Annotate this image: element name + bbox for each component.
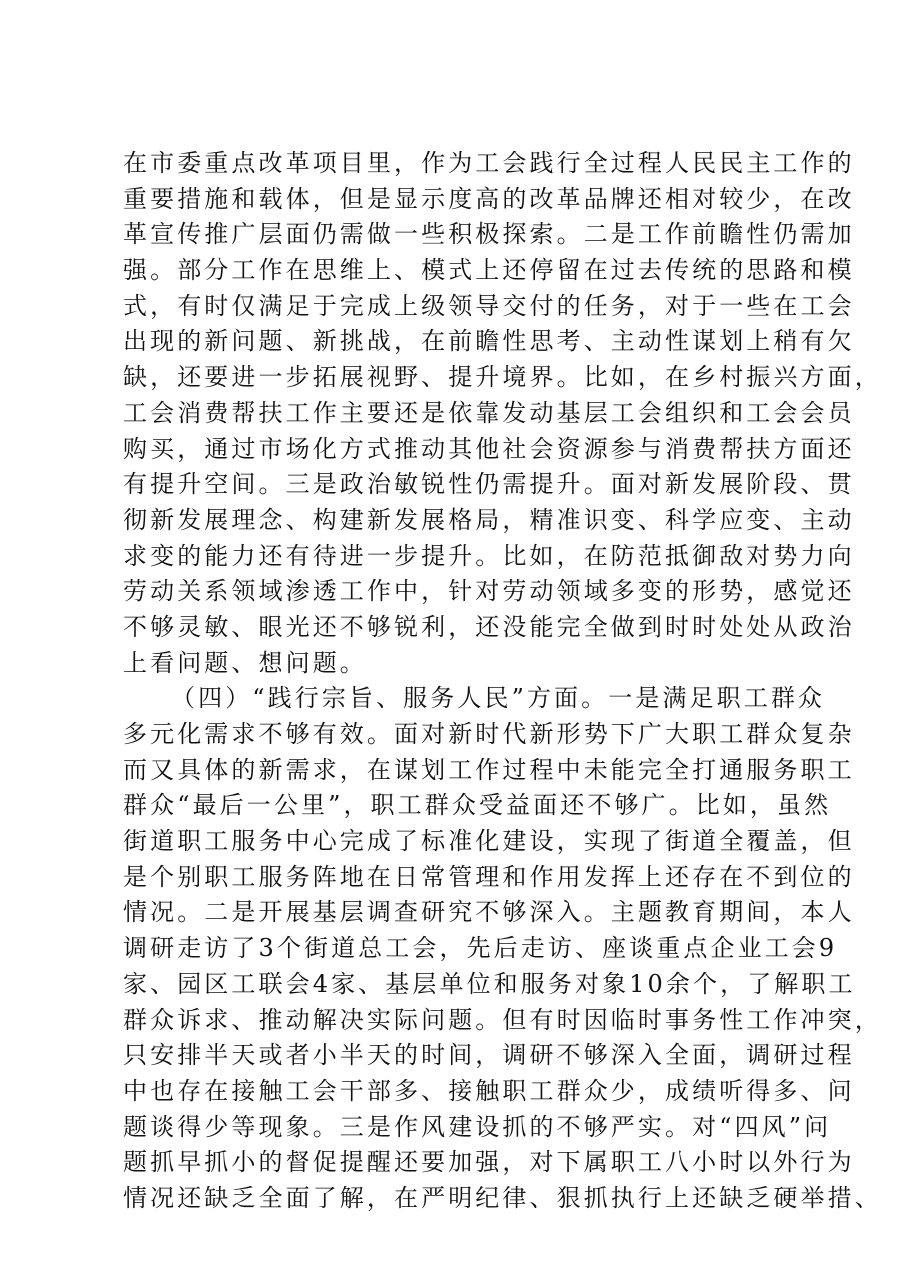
text-line: 情况。二是开展基层调查研究不够深入。主题教育期间，本人 — [123, 898, 855, 927]
text-line: 出现的新问题、新挑战，在前瞻性思考、主动性谋划上稍有欠 — [123, 327, 855, 356]
text-line: 革宣传推广层面仍需做一些积极探索。二是工作前瞻性仍需加 — [123, 220, 855, 249]
text-line: 彻新发展理念、构建新发展格局，精准识变、科学应变、主动 — [123, 505, 855, 534]
section-heading-line: （四）“践行宗旨、服务人民”方面。一是满足职工群众 — [171, 684, 826, 713]
text-line: 购买，通过市场化方式推动其他社会资源参与消费帮扶方面还 — [123, 434, 855, 463]
text-line: 只安排半天或者小半天的时间，调研不够深入全面，调研过程 — [123, 1041, 855, 1070]
text-line: 是个别职工服务阵地在日常管理和作用发挥上还存在不到位的 — [123, 862, 855, 891]
text-line: 式，有时仅满足于完成上级领导交付的任务，对于一些在工会 — [123, 291, 855, 320]
text-line: 劳动关系领域渗透工作中，针对劳动领域多变的形势，感觉还 — [123, 577, 855, 606]
text-line: 求变的能力还有待进一步提升。比如，在防范抵御敌对势力向 — [123, 541, 855, 570]
text-line: 情况还缺乏全面了解，在严明纪律、狠抓执行上还缺乏硬举措、 — [123, 1183, 882, 1212]
text-line: 群众“最后一公里”，职工群众受益面还不够广。比如，虽然 — [123, 791, 832, 820]
text-line: 调研走访了3个街道总工会，先后走访、座谈重点企业工会9 — [123, 934, 838, 963]
text-line: 重要措施和载体，但是显示度高的改革品牌还相对较少，在改 — [123, 184, 855, 213]
text-line: 强。部分工作在思维上、模式上还停留在过去传统的思路和模 — [123, 256, 855, 285]
text-line: 中也存在接触工会干部多、接触职工群众少，成绩听得多、问 — [123, 1076, 855, 1105]
text-line: 有提升空间。三是政治敏锐性仍需提升。面对新发展阶段、贯 — [123, 470, 855, 499]
text-line: 题谈得少等现象。三是作风建设抓的不够严实。对“四风”问 — [123, 1112, 832, 1141]
text-line: 多元化需求不够有效。面对新时代新形势下广大职工群众复杂 — [123, 720, 855, 748]
text-line: 不够灵敏、眼光还不够锐利，还没能完全做到时时处处从政治 — [123, 612, 855, 641]
text-line: 在市委重点改革项目里，作为工会践行全过程人民民主工作的 — [123, 149, 855, 177]
text-line: 缺，还要进一步拓展视野、提升境界。比如，在乡村振兴方面， — [123, 363, 882, 392]
text-line: 街道职工服务中心完成了标准化建设，实现了街道全覆盖，但 — [123, 827, 855, 856]
text-line: 题抓早抓小的督促提醒还要加强，对下属职工八小时以外行为 — [123, 1148, 855, 1177]
text-line: 群众诉求、推动解决实际问题。但有时因临时事务性工作冲突， — [123, 1005, 882, 1034]
body-text — [123, 146, 882, 1217]
text-line: 家、园区工联会4家、基层单位和服务对象10余个，了解职工 — [123, 969, 856, 998]
text-line: 上看问题、想问题。 — [123, 648, 367, 677]
text-line: 而又具体的新需求，在谋划工作过程中未能完全打通服务职工 — [123, 755, 855, 784]
text-line: 工会消费帮扶工作主要还是依靠发动基层工会组织和工会会员 — [123, 398, 855, 427]
